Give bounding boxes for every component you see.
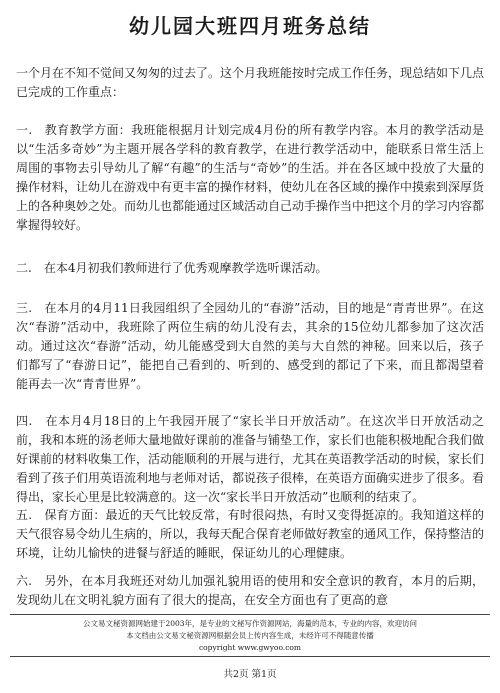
section-5-paragraph: 五. 保育方面：最近的天气比较反常，有时很闷热，有时又变得挺凉的。我知道这样的天气很容易令幼儿生病的，所以，我每天配合保育老师做好教室的通风工作，保持整洁的环境，让幼儿愉快的进餐与舒适的睡眠，保证幼儿的心理健康。 bbox=[16, 508, 485, 560]
page-number: 共2页 第1页 bbox=[223, 669, 277, 680]
footer-line-3: copyright www.gwyoo.com bbox=[198, 643, 302, 652]
section-3-paragraph: 三. 在本月的4月11日我园组织了全园幼儿的“春游”活动，目的地是“青青世界”。在这次“春游”活动中，我班除了两位生病的幼儿没有去，其余的15位幼儿都参加了这次活动。通过这次“春游”活动，幼儿能感受到大自然的美与大自然的神秘。回来以后，孩子们都写了“春游日记”，能把自己看到的、听到的、感受到的都记了下来，而且都渴望着能再去一次“青青世界”。 bbox=[16, 301, 484, 391]
footer-bottom-rule bbox=[10, 656, 490, 657]
footer-top-rule bbox=[10, 614, 490, 615]
section-4-paragraph: 四. 在本月4月18日的上午我园开展了“家长半日开放活动”。在这次半日开放活动之前，我和本班的汤老师大量地做好课前的准备与铺垫工作，家长们也能积极地配合我们做好课前的材料收集工作，活动能顺利的开展与进行，尤其在英语教学活动的时候，家长们看到了孩子们用英语流利地与老师对话，都说孩子很棒，在英语方面确实进步了很多。看得出，家长心里是比较满意的。这一次“家长半日开放活动”也顺利的结束了。 bbox=[16, 414, 485, 504]
footer-line-2: 本文档由公文易文秘资源网根据会员上传内容生成，未经许可不得随意传播 bbox=[126, 631, 374, 640]
document-title: 幼儿园大班四月班务总结 bbox=[129, 14, 371, 38]
section-2-paragraph: 二. 在本4月初我们教师进行了优秀观摩教学选听课活动。 bbox=[16, 261, 328, 275]
footer-line-1: 公文易文秘资源网始建于2003年，是专业的文秘写作资源网站，海量的范本，专业的内容，欢迎访问 bbox=[82, 619, 418, 628]
intro-paragraph: 一个月在不知不觉间又匆匆的过去了。这个月我班能按时完成工作任务，现总结如下几点已完成的工作重点： bbox=[16, 66, 485, 99]
section-6-paragraph: 六. 另外，在本月我班还对幼儿加强礼貌用语的使用和安全意识的教育，本月的后期，发现幼儿在文明礼貌方面有了很大的提高，在安全方面也有了更高的意 bbox=[16, 574, 484, 607]
section-1-paragraph: 一. 教育教学方面：我班能根据月计划完成4月份的所有教学内容。本月的教学活动是以“生活多奇妙”为主题开展各学科的教育教学，在进行教学活动中，能联系日常生活上周围的事物去引导幼儿了解“有趣”的生活与“奇妙”的生活。并在各区域中投放了大量的操作材料，让幼儿在游戏中有更丰富的操作材料，使幼儿在各区域的操作中摸索到深厚货上的各种奥妙之处。而幼儿也都能通过区域活动自己动手操作当中把这个月的学习内容都掌握得较好。 bbox=[16, 123, 485, 232]
